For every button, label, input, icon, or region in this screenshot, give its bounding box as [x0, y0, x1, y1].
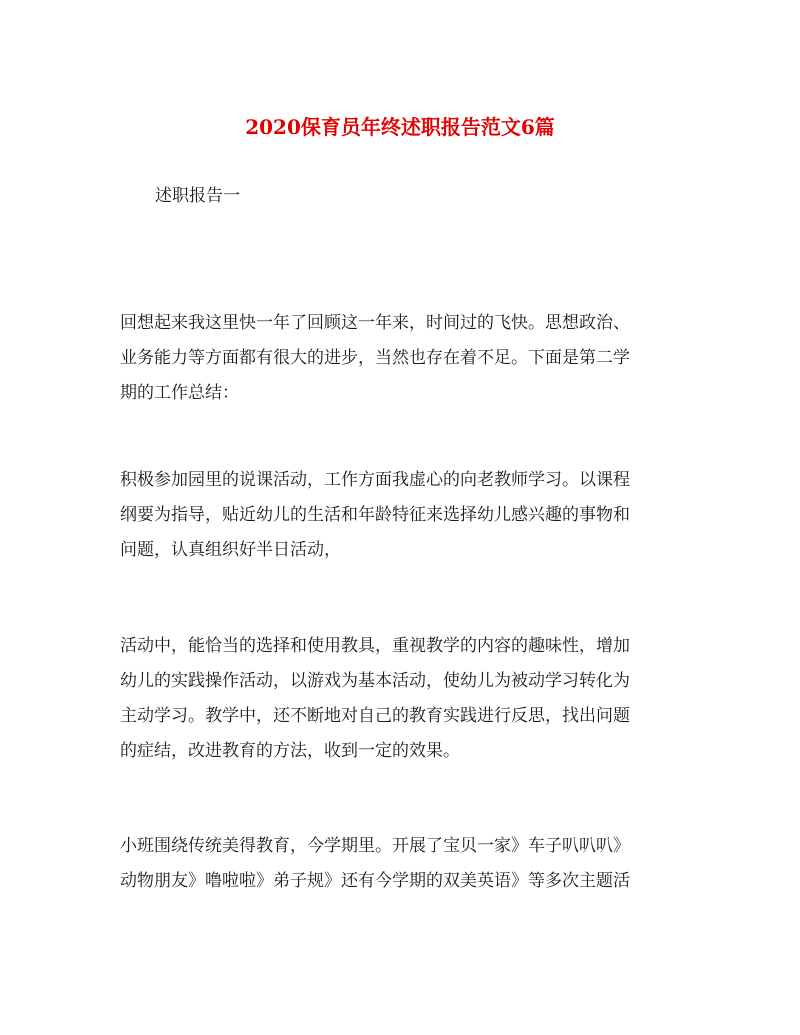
paragraph-line: 小班围绕传统美得教育，今学期里。开展了宝贝一家》车子叭叭叭》 — [120, 836, 630, 856]
document-title: 2020保育员年终述职报告范文6篇 — [245, 115, 555, 139]
paragraph-line: 纲要为指导，贴近幼儿的生活和年龄特征来选择幼儿感兴趣的事物和 — [120, 505, 630, 525]
paragraph-line: 动物朋友》噜啦啦》弟子规》还有今学期的双美英语》等多次主题活 — [120, 871, 630, 891]
paragraph-1 — [120, 306, 680, 411]
paragraph-line: 积极参加园里的说课活动，工作方面我虚心的向老教师学习。以课程 — [120, 470, 630, 490]
paragraph-line: 活动中，能恰当的选择和使用教具，重视教学的内容的趣味性，增加 — [120, 636, 630, 656]
paragraph-line: 回想起来我这里快一年了回顾这一年来，时间过的飞快。思想政治、 — [120, 313, 630, 333]
paragraph-line: 的症结，改进教育的方法，收到一定的效果。 — [120, 741, 460, 761]
paragraph-line: 幼儿的实践操作活动，以游戏为基本活动，使幼儿为被动学习转化为 — [120, 671, 630, 691]
paragraph-2 — [120, 463, 680, 568]
paragraph-line: 主动学习。教学中，还不断地对自己的教育实践进行反思，找出问题 — [120, 706, 630, 726]
paragraph-4 — [120, 829, 680, 899]
paragraph-3 — [120, 629, 680, 769]
paragraph-line: 问题，认真组织好半日活动， — [120, 540, 341, 560]
paragraph-line: 期的工作总结： — [120, 383, 239, 403]
section-heading: 述职报告一 — [155, 186, 240, 206]
paragraph-line: 业务能力等方面都有很大的进步，当然也存在着不足。下面是第二学 — [120, 348, 630, 368]
